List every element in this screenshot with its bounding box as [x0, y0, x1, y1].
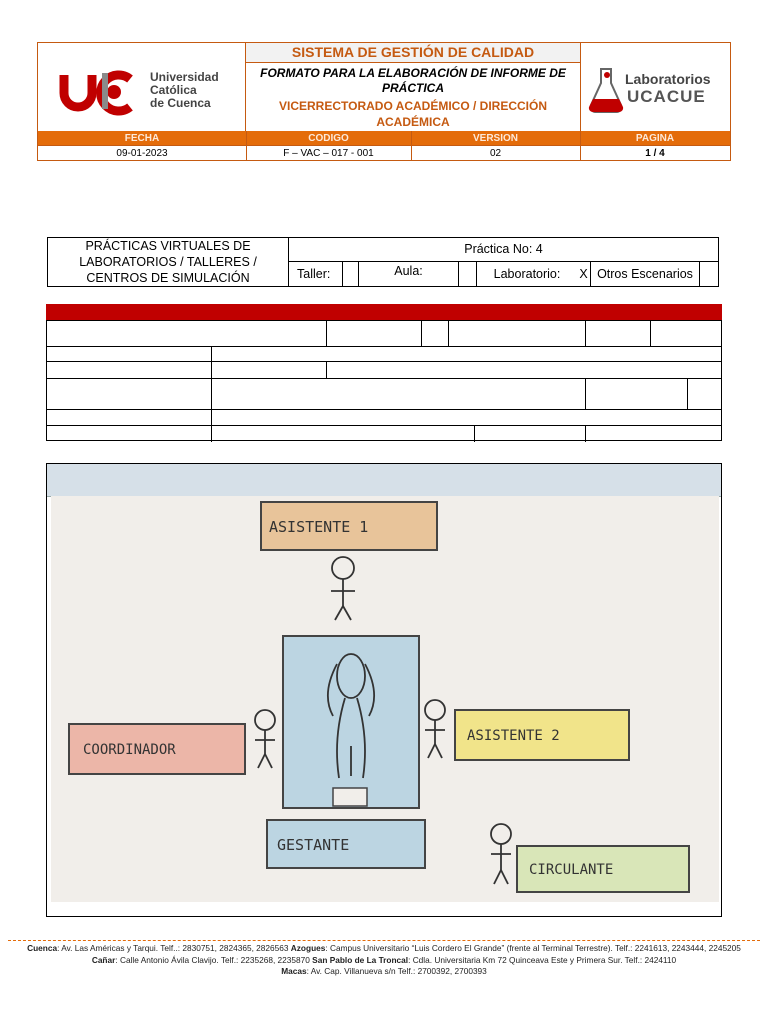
footer-city: Macas: [281, 966, 307, 976]
col-codigo: CODIGO: [308, 133, 349, 144]
university-name-line: Católica: [150, 83, 197, 97]
university-name-line: Universidad: [150, 70, 219, 84]
grid-line: [47, 378, 721, 379]
grid-line: [211, 346, 212, 442]
hand-drawn-layout-image: [51, 496, 719, 902]
footer-city: Azogues: [290, 943, 326, 953]
grid-line: [421, 321, 422, 346]
format-title-block: [246, 63, 580, 131]
university-name-line: de Cuenca: [150, 96, 211, 110]
taller-checkbox[interactable]: [343, 262, 359, 286]
format-title: FORMATO PARA LA ELABORACIÓN DE INFORME DE PRÁCTICA: [260, 66, 566, 95]
label-asistente-1: ASISTENTE 1: [269, 518, 369, 536]
grid-line: [474, 425, 475, 442]
taller-label: Taller:: [289, 262, 343, 286]
university-logo: [38, 43, 246, 131]
grid-line: [585, 321, 586, 346]
image-section-header: [47, 464, 721, 497]
aula-label: Aula:: [359, 262, 459, 286]
laboratorio-label: Laboratorio:: [493, 267, 561, 281]
grid-line: [326, 321, 327, 346]
footer-address: : Cdla. Universitaria Km 72 Quinceava Este y Primera Sur. Telf.: 2424110: [408, 954, 677, 965]
grid-line: [650, 321, 651, 346]
footer-address: : Av. Las Américas y Tarqui. Telf..: 2830751, 2824365, 2826563: [57, 943, 291, 953]
system-title: SISTEMA DE GESTIÓN DE CALIDAD: [246, 43, 580, 63]
practice-info-box: [47, 237, 719, 287]
laboratorio-mark[interactable]: X: [577, 262, 591, 286]
otros-escenarios-label: Otros Escenarios: [591, 262, 700, 286]
value-pagina: 1 / 4: [645, 148, 665, 159]
footer-addresses: [20, 943, 748, 978]
col-version: VERSION: [472, 133, 518, 144]
footer-line-1: [20, 943, 748, 966]
grid-line: [47, 346, 721, 347]
simulation-image-box: [46, 463, 722, 917]
divider: [38, 145, 730, 146]
footer-address: : Av. Cap. Villanueva s/n Telf.: 2700392, 2700393: [306, 966, 487, 976]
laboratories-logo: [580, 43, 730, 131]
grid-line: [448, 321, 449, 346]
divider: [580, 131, 581, 161]
grid-line: [585, 378, 586, 409]
footer-address: : Calle Antonio Ávila Clavijo. Telf.: 2235268, 2235870: [115, 954, 313, 965]
footer-divider: [8, 940, 760, 941]
grid-line: [47, 361, 721, 362]
footer-city: Cañar: [91, 954, 116, 965]
col-pagina: PAGINA: [635, 133, 675, 144]
value-codigo: F – VAC – 017 - 001: [283, 148, 374, 159]
header-column-band: [38, 131, 730, 146]
footer-city: Cuenca: [27, 943, 58, 953]
lab-logo-line1: Laboratorios: [625, 71, 711, 87]
col-fecha: FECHA: [124, 133, 160, 144]
divider: [246, 131, 247, 161]
lab-logo-line2: UCACUE: [627, 87, 706, 106]
practice-type-label: PRÁCTICAS VIRTUALES DE LABORATORIOS / TALLERES / CENTROS DE SIMULACIÓN: [48, 238, 289, 286]
grid-line: [47, 409, 721, 410]
department-title: VICERRECTORADO ACADÉMICO / DIRECCIÓN ACADÉMICA: [278, 99, 547, 129]
document-header: [37, 42, 731, 161]
empty-info-table: [46, 320, 722, 441]
grid-line: [585, 425, 586, 442]
label-asistente-2: ASISTENTE 2: [467, 728, 560, 744]
footer-line-2: [20, 966, 748, 978]
label-circulante: CIRCULANTE: [529, 862, 614, 878]
divider: [411, 131, 412, 161]
label-coordinador: COORDINADOR: [83, 742, 176, 758]
section-bar: [46, 304, 722, 320]
header-values-row: [38, 146, 730, 161]
grid-line: [687, 378, 688, 409]
footer-city: San Pablo de La Troncal: [312, 954, 409, 965]
grid-line: [47, 425, 721, 426]
footer-address: : Campus Universitario “Luis Cordero El Grande” (frente al Terminal Terrestre). Telf.: 2241613, 2243444, 2245205: [325, 943, 741, 953]
label-gestante: GESTANTE: [277, 836, 350, 854]
grid-line: [326, 361, 327, 378]
value-version: 02: [489, 148, 502, 159]
value-fecha: 09-01-2023: [116, 148, 168, 159]
practice-number: Práctica No: 4: [289, 238, 718, 262]
aula-checkbox[interactable]: [459, 262, 477, 286]
